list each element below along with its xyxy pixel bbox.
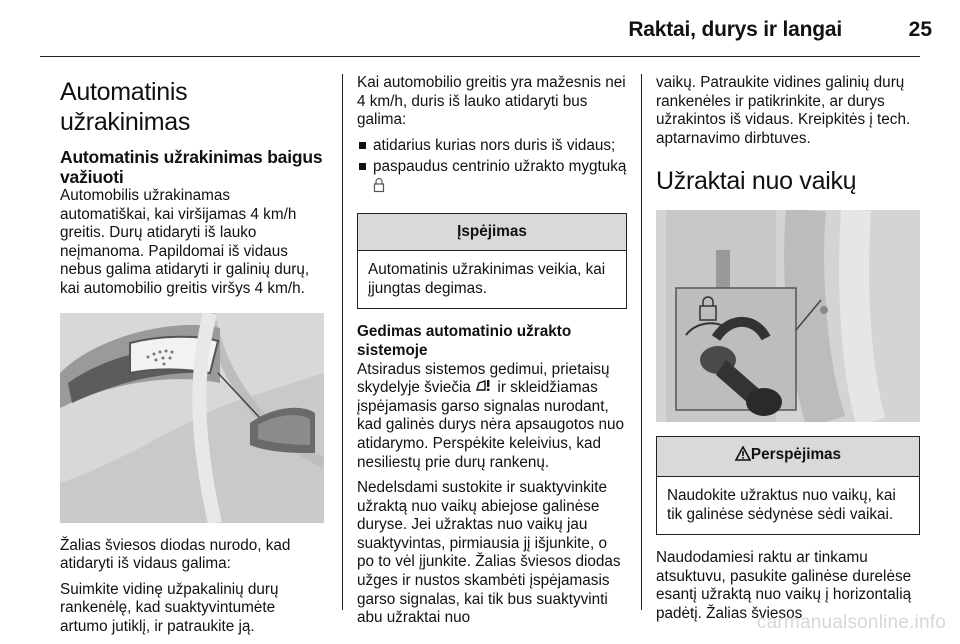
paragraph: Suimkite vidinę užpakalinių durų rankenėlę, kad suaktyvintumėte artumo jutiklį, ir patraukite ją. [60,580,279,635]
warning-box [357,213,627,310]
column-divider [342,74,343,610]
door-warning-indicator-icon [475,379,493,398]
paragraph-text: ir skleidžiamas įspėjamasis garso signalas nurodant, kad galinės durys nėra apsaugotos nuo atidarymo. Perspėkite keleivius, kad nesiliestų prie durų rankenų. [357,379,625,471]
caution-header [657,437,919,477]
list-item-text: paspaudus centrinio užrakto mygtuką [373,158,627,176]
paragraph: Nedelsdami sustokite ir suaktyvinkite užraktą nuo vaikų abiejose galinėse duryse. Jei užraktas nuo vaikų jau suaktyvintas, pirmiausia jį išjunkite, o po to vėl įjunkite. Žalias šviesos diodas užges ir nustos skambėti įspėjamasis garso signalas, kai tik bus suaktyvinti abu užraktai nuo [357,479,621,627]
column-divider [641,74,642,610]
paragraph: vaikų. Patraukite vidines galinių durų rankenėles ir patikrinkite, ar durys užrakintos iš vidaus. Kreipkitės į tech. aptarnavimo dirbtuves. [656,74,911,147]
paragraph [357,361,627,473]
paragraph: Žalias šviesos diodas nurodo, kad atidaryti iš vidaus galima: [60,536,291,573]
column-2 [357,74,627,635]
door-handle-illustration [60,313,324,523]
warning-body: Automatinis užrakinimas veikia, kai įjungtas degimas. [368,261,606,297]
section-heading: Užraktai nuo vaikų [656,167,857,196]
column-1 [60,74,324,644]
subsection-heading: Automatinis užrakinimas baigus važiuoti [60,147,323,187]
caution-body: Naudokite užraktus nuo vaikų, kai tik galinėse sėdynėse sėdi vaikai. [667,486,896,523]
warning-title: Įspėjimas [358,214,626,252]
caution-title: Perspėjimas [750,446,842,464]
lock-icon [373,177,385,199]
header-rule [40,56,920,57]
child-lock-illustration [656,210,920,422]
paragraph: Automobilis užrakinamas automatiškai, kai viršijamas 4 km/h greitis. Durų atidaryti iš lauko neįmanoma. Papildomai iš vidaus nebus galima atidaryti ir galinių durų, kai automobilio greitis viršys 4 km/h. [60,187,310,297]
caution-box [656,436,920,535]
list-item: atidarius kurias nors duris iš vidaus; [357,137,627,156]
subsection-heading: Gedimas automatinio užrakto sistemoje [357,323,572,359]
warning-triangle-icon [735,446,751,467]
paragraph: Kai automobilio greitis yra mažesnis nei 4 km/h, duris iš lauko atidaryti bus galima: [357,74,626,129]
paragraph-text: Atsiradus sistemos gedimui, prietaisų skydelyje šviečia [357,360,610,397]
list-item [357,158,627,198]
header-title: Raktai, durys ir langai [628,18,842,41]
watermark: carmanualsonline.info [756,612,946,633]
section-heading: Automatinis užrakinimas [60,78,191,136]
page-number: 25 [908,18,932,41]
paragraph: Naudodamiesi raktu ar tinkamu atsuktuvu, pasukite galinėse durelėse esantį užraktą nuo vaikų į horizontalią padėtį. Žalias šviesos [656,549,912,622]
column-3 [656,74,920,631]
bullet-list [357,137,627,199]
